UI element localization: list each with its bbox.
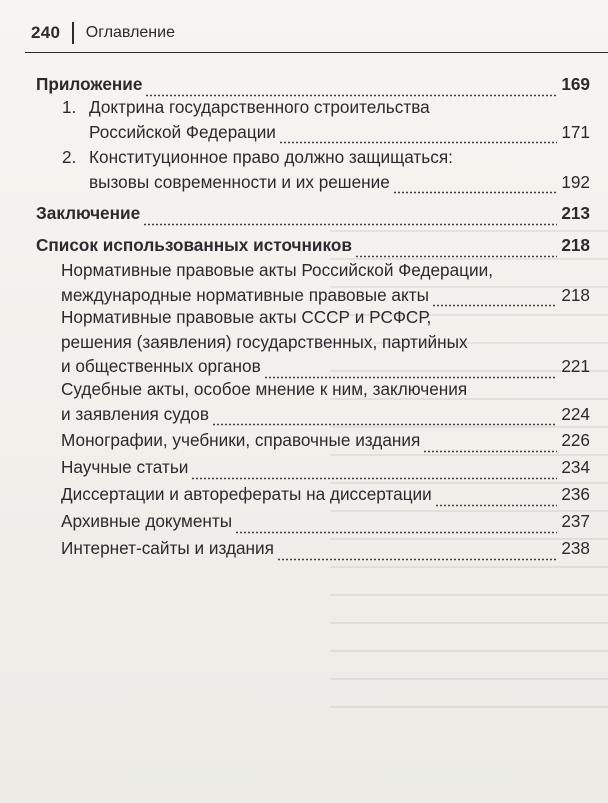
toc-title-line: и заявления судов	[61, 403, 209, 424]
toc-title-line: Судебные акты, особое мнение к ним, заключения	[61, 379, 468, 399]
toc-title: Архивные документы	[61, 511, 233, 531]
toc-page: 218	[561, 235, 590, 255]
toc-entry-item-2	[62, 145, 590, 194]
toc-title-line: Нормативные правовые акты СССР и РСФСР,	[61, 307, 432, 327]
dot-leader	[423, 435, 557, 453]
toc-title-line: Конституционное право должно защищаться:	[89, 147, 453, 167]
dot-leader	[145, 79, 557, 97]
toc-page: 218	[561, 284, 590, 305]
toc-subentry-monographs	[61, 428, 590, 453]
dot-leader	[191, 462, 557, 480]
toc-page: 213	[561, 203, 590, 223]
toc-page: 238	[561, 538, 590, 558]
toc-title-line: Нормативные правовые акты Российской Федерации,	[61, 260, 493, 280]
dot-leader	[435, 489, 557, 507]
toc-title: Приложение	[36, 74, 143, 94]
toc-title: Заключение	[36, 203, 141, 223]
toc-title: Диссертации и автореферaты на диссертации	[61, 484, 432, 504]
page-number: 240	[31, 23, 61, 42]
dot-leader	[279, 126, 557, 144]
toc-page: 221	[561, 356, 590, 376]
toc-subentry-legal-acts-ussr	[61, 305, 590, 379]
toc-title-line: Российской Федерации	[89, 121, 276, 142]
toc-title: Список использованных источников	[36, 235, 352, 255]
toc-page: 237	[561, 511, 590, 531]
toc-subentry-archives	[61, 509, 590, 534]
toc-page: 226	[561, 430, 590, 450]
toc-title-line: вызовы современности и их решение	[89, 171, 390, 192]
toc-entry-sources	[36, 233, 590, 258]
toc-title: Научные статьи	[61, 457, 189, 477]
toc-entry-conclusion	[36, 201, 590, 226]
section-title: Оглавление	[85, 24, 175, 41]
toc-page: 224	[561, 403, 590, 424]
toc-title: Интернет-сайты и издания	[61, 538, 274, 558]
dot-leader	[355, 240, 557, 258]
toc-subentry-dissertations	[61, 482, 590, 507]
toc-subentry-legal-acts-rf	[61, 258, 590, 307]
toc-title-line: и общественных органов	[61, 356, 261, 376]
toc-page: 192	[561, 171, 590, 192]
toc-page: 236	[561, 484, 590, 504]
dot-leader	[393, 176, 557, 194]
dot-leader	[212, 408, 557, 426]
dot-leader	[143, 208, 557, 226]
toc-title-line: международные нормативные правовые акты	[61, 284, 429, 305]
toc-number: 2.	[62, 147, 77, 167]
dot-leader	[235, 516, 557, 534]
toc-entry-appendix	[36, 72, 590, 97]
toc-subentry-internet	[61, 536, 590, 561]
toc-page: 234	[561, 457, 590, 477]
dot-leader	[277, 543, 557, 561]
toc-title-line: Доктрина государственного строительства	[89, 97, 430, 117]
toc-title: Монографии, учебники, справочные издания	[61, 430, 421, 450]
toc-entry-item-1	[62, 95, 590, 144]
toc-number: 1.	[62, 97, 77, 117]
dot-leader	[264, 361, 557, 379]
toc-subentry-articles	[61, 455, 590, 480]
toc-title-line: решения (заявления) государственных, партийных	[61, 331, 468, 352]
toc-page: 171	[561, 121, 590, 142]
toc-subentry-court-acts	[61, 377, 590, 426]
toc-page: 169	[561, 74, 590, 94]
